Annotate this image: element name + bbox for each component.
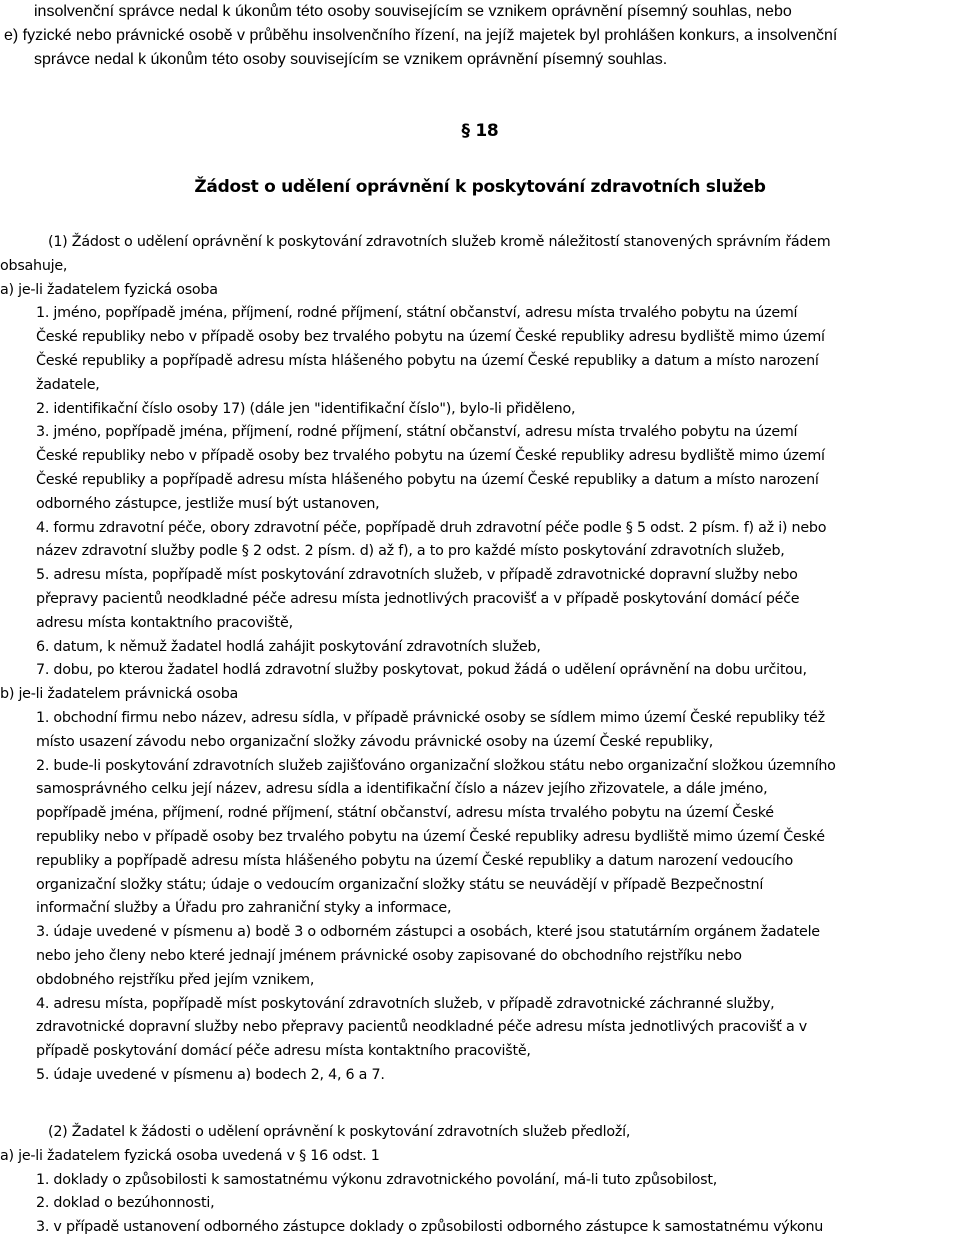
item-line: České republiky nebo v případě osoby bez trvalého pobytu na území České republiky adresu bydliště mimo území: [36, 448, 825, 465]
item-line: obdobného rejstříku před jejím vznikem,: [36, 971, 315, 988]
item-line: případě poskytování domácí péče adresu místa kontaktního pracoviště,: [36, 1043, 531, 1060]
letter-b-item-3: [0, 921, 836, 992]
item-line: České republiky nebo v případě osoby bez trvalého pobytu na území České republiky adresu bydliště mimo území: [36, 329, 825, 346]
item-line: žadatele,: [36, 376, 100, 393]
item-line: odborného zástupce, jestliže musí být ustanoven,: [36, 495, 380, 512]
section-2-letter-a-label: a) je-li žadatelem fyzická osoba uvedená v § 16 odst. 1: [0, 1147, 380, 1164]
item-line: 7. dobu, po kterou žadatel hodlá zdravotní služby poskytovat, pokud žádá o udělení oprávnění na dobu určitou,: [36, 662, 807, 679]
item-line: samosprávného celku její název, adresu sídla a identifikační číslo a název jejího zřizovatele, a dále jméno,: [36, 781, 768, 798]
item-line: informační služby a Úřadu pro zahraniční styky a informace,: [36, 900, 452, 917]
item-line: popřípadě jména, příjmení, rodné příjmení, státní občanství, adresu místa trvalého pobytu na území České: [36, 805, 774, 822]
item-line: 2. bude-li poskytování zdravotních služeb zajišťováno organizační složkou státu nebo organizační složkou územního: [36, 757, 836, 774]
item-line: republiky a popřípadě adresu místa hlášeného pobytu na území České republiky a datum narození vedoucího: [36, 852, 794, 869]
letter-a-item-5: [0, 564, 836, 635]
intro-line: e) fyzické nebo právnické osobě v průběhu insolvenčního řízení, na jejíž majetek byl prohlášen konkurs, a insolvenční: [4, 27, 838, 44]
letter-a-item-1: [0, 302, 836, 397]
intro-line: správce nedal k úkonům této osoby souvisejícím se vznikem oprávnění písemný souhlas.: [34, 51, 668, 68]
letter-a-item-2: [0, 398, 836, 422]
letter-a-label: a) je-li žadatelem fyzická osoba: [0, 281, 218, 298]
item-line: adresu místa kontaktního pracoviště,: [36, 614, 293, 631]
item-line: republiky nebo v případě osoby bez trvalého pobytu na území České republiky adresu bydliště mimo území České: [36, 828, 825, 845]
item-line: České republiky a popřípadě adresu místa hlášeného pobytu na území České republiky a datum a místo narození: [36, 471, 819, 488]
item-line: 1. jméno, popřípadě jména, příjmení, rodné příjmení, státní občanství, adresu místa trvalého pobytu na území: [36, 305, 798, 322]
letter-a-item-7: [0, 659, 836, 683]
intro-text: [4, 0, 837, 72]
letter-a-item-4: [0, 517, 836, 565]
section-2: [0, 1121, 823, 1240]
letter-b-item-4: [0, 993, 836, 1064]
paragraph-number: § 18: [461, 121, 499, 141]
item-line: přepravy pacientů neodkladné péče adresu místa jednotlivých pracovišť a v případě poskytování domácí péče: [36, 590, 800, 607]
item-line: České republiky a popřípadě adresu místa hlášeného pobytu na území České republiky a datum a místo narození: [36, 352, 819, 369]
section-2-item: 3. v případě ustanovení odborného zástupce doklady o způsobilosti odborného zástupce k samostatnému výkonu: [36, 1219, 824, 1236]
item-line: 4. formu zdravotní péče, obory zdravotní péče, popřípadě druh zdravotní péče podle § 5 odst. 2 písm. f) až i) nebo: [36, 519, 827, 536]
section-2-item: 2. doklad o bezúhonnosti,: [36, 1195, 215, 1212]
item-line: 2. identifikační číslo osoby 17) (dále jen "identifikační číslo"), bylo-li přiděleno,: [36, 400, 576, 417]
section-2-item: 1. doklady o způsobilosti k samostatnému výkonu zdravotnického povolání, má-li tuto způsobilost,: [36, 1171, 718, 1188]
letter-b-item-5: [0, 1064, 836, 1088]
letter-b-item-2: [0, 755, 836, 922]
item-line: zdravotnické dopravní služby nebo přepravy pacientů neodkladné péče adresu místa jednotlivých pracovišť a v: [36, 1019, 807, 1036]
item-line: místo usazení závodu nebo organizační složky závodu právnické osoby na území České republiky,: [36, 733, 714, 750]
letter-a-item-6: [0, 636, 836, 660]
section-1-lead: obsahuje,: [0, 257, 68, 274]
section-2-lead: (2) Žadatel k žádosti o udělení oprávnění k poskytování zdravotních služeb předloží,: [48, 1124, 631, 1140]
item-line: 3. jméno, popřípadě jména, příjmení, rodné příjmení, státní občanství, adresu místa trvalého pobytu na území: [36, 424, 798, 441]
letter-a-item-3: [0, 421, 836, 516]
section-1-lead: (1) Žádost o udělení oprávnění k poskytování zdravotních služeb kromě náležitostí stanovených správním řádem: [48, 234, 831, 250]
item-line: 1. obchodní firmu nebo název, adresu sídla, v případě právnické osoby se sídlem mimo území České republiky též: [36, 709, 825, 726]
item-line: organizační složky státu; údaje o vedoucím organizační složky státu se neuvádějí v případě Bezpečnostní: [36, 876, 764, 893]
item-line: 5. adresu místa, popřípadě míst poskytování zdravotních služeb, v případě zdravotnické dopravní služby nebo: [36, 567, 798, 584]
letter-b-item-1: [0, 707, 836, 755]
intro-line: insolvenční správce nedal k úkonům této osoby souvisejícím se vznikem oprávnění písemný souhlas, nebo: [34, 3, 792, 20]
item-line: 4. adresu místa, popřípadě míst poskytování zdravotních služeb, v případě zdravotnické záchranné služby,: [36, 995, 775, 1012]
item-line: 5. údaje uvedené v písmenu a) bodech 2, 4, 6 a 7.: [36, 1066, 385, 1083]
item-line: 6. datum, k němuž žadatel hodlá zahájit poskytování zdravotních služeb,: [36, 638, 541, 655]
paragraph-title: Žádost o udělení oprávnění k poskytování zdravotních služeb: [194, 177, 766, 197]
section-1: [0, 231, 836, 1088]
item-line: název zdravotní služby podle § 2 odst. 2 písm. d) až f), a to pro každé místo poskytování zdravotních služeb,: [36, 543, 785, 560]
letter-b-label: b) je-li žadatelem právnická osoba: [0, 686, 239, 703]
item-line: nebo jeho členy nebo které jednají jménem právnické osoby zapisované do obchodního rejstříku nebo: [36, 947, 742, 964]
item-line: 3. údaje uvedené v písmenu a) bodě 3 o odborném zástupci a osobách, které jsou statutárním orgánem žadatele: [36, 924, 820, 941]
